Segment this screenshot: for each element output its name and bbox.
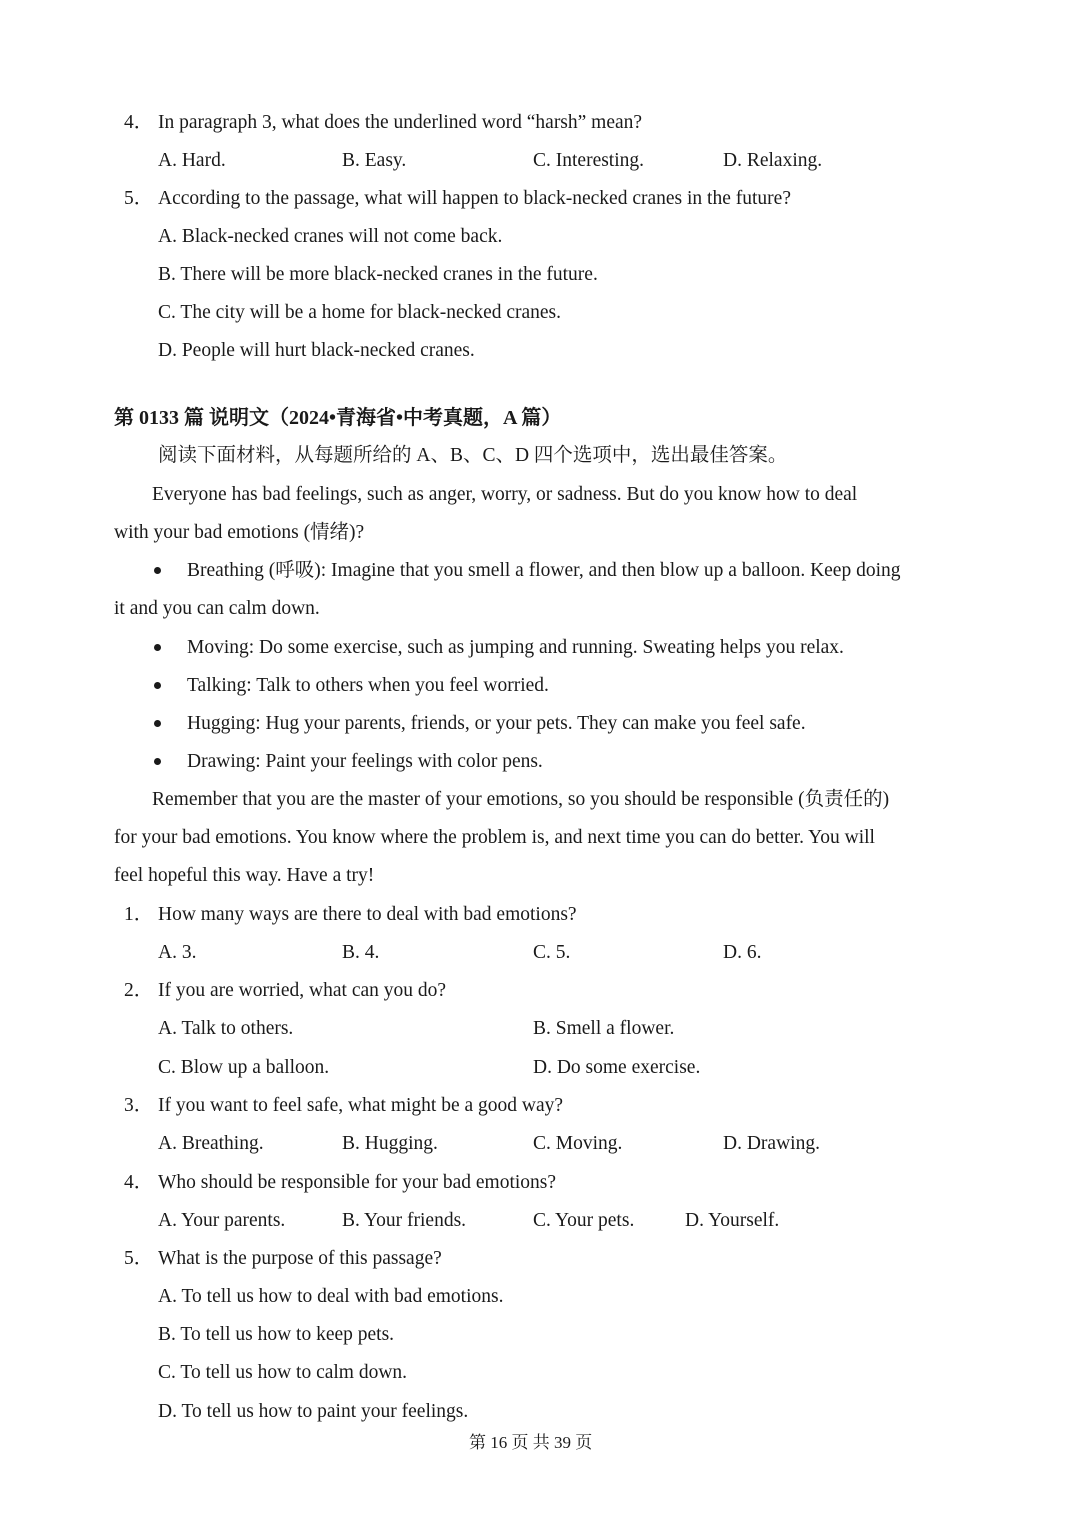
option-a: A. Black-necked cranes will not come back. — [158, 226, 503, 247]
option-c: C. The city will be a home for black-necked cranes. — [158, 302, 562, 323]
option-a: A. 3. — [158, 942, 197, 963]
option-c: C. Moving. — [533, 1133, 623, 1154]
option-b: B. Your friends. — [342, 1210, 467, 1231]
question-text: According to the passage, what will happen to black-necked cranes in the future? — [158, 188, 791, 209]
bullet-icon — [154, 720, 161, 727]
bullet-hugging: Hugging: Hug your parents, friends, or your pets. They can make you feel safe. — [187, 713, 806, 734]
option-b: B. Hugging. — [342, 1133, 438, 1154]
option-c: C. 5. — [533, 942, 571, 963]
option-d: D. 6. — [723, 942, 762, 963]
option-b: B. Smell a flower. — [533, 1018, 675, 1039]
bullet-icon — [154, 567, 161, 574]
bullet-icon — [154, 644, 161, 651]
question-text: Who should be responsible for your bad emotions? — [158, 1172, 557, 1193]
question-number: 4． — [124, 1172, 154, 1193]
bullet-breathing-line1: Breathing (呼吸): Imagine that you smell a flower, and then blow up a balloon. Keep doing — [187, 560, 901, 581]
passage-closing-line1: Remember that you are the master of your emotions, so you should be responsible (负责任的) — [152, 789, 890, 810]
passage-closing-line3: feel hopeful this way. Have a try! — [114, 865, 375, 886]
question-number: 4． — [124, 112, 154, 133]
question-text: What is the purpose of this passage? — [158, 1248, 442, 1269]
bullet-breathing-line2: it and you can calm down. — [114, 598, 320, 619]
question-text: If you want to feel safe, what might be a good way? — [158, 1095, 564, 1116]
passage-intro-line1: Everyone has bad feelings, such as anger, worry, or sadness. But do you know how to deal — [152, 484, 858, 505]
option-a: A. To tell us how to deal with bad emotions. — [158, 1286, 504, 1307]
question-number: 2． — [124, 980, 154, 1001]
bullet-icon — [154, 682, 161, 689]
option-b: B. To tell us how to keep pets. — [158, 1324, 395, 1345]
option-b: B. Easy. — [342, 150, 407, 171]
option-a: A. Hard. — [158, 150, 226, 171]
option-c: C. Interesting. — [533, 150, 645, 171]
option-c: C. To tell us how to calm down. — [158, 1362, 408, 1383]
option-d: D. People will hurt black-necked cranes. — [158, 340, 475, 361]
page-footer: 第 16 页 共 39 页 — [469, 1433, 593, 1452]
passage-intro-line2: with your bad emotions (情绪)? — [114, 522, 365, 543]
bullet-icon — [154, 758, 161, 765]
option-d: D. Relaxing. — [723, 150, 823, 171]
bullet-talking: Talking: Talk to others when you feel worried. — [187, 675, 549, 696]
section-title: 第 0133 篇 说明文（2024•青海省•中考真题，A 篇） — [114, 407, 562, 429]
question-number: 5． — [124, 188, 154, 209]
option-c: C. Your pets. — [533, 1210, 635, 1231]
passage-closing-line2: for your bad emotions. You know where the problem is, and next time you can do better. You will — [114, 827, 875, 848]
option-b: B. 4. — [342, 942, 380, 963]
bullet-moving: Moving: Do some exercise, such as jumping and running. Sweating helps you relax. — [187, 637, 844, 658]
option-d: D. Do some exercise. — [533, 1057, 701, 1078]
option-a: A. Breathing. — [158, 1133, 264, 1154]
question-text: In paragraph 3, what does the underlined word “harsh” mean? — [158, 112, 643, 133]
option-c: C. Blow up a balloon. — [158, 1057, 330, 1078]
bullet-drawing: Drawing: Paint your feelings with color pens. — [187, 751, 543, 772]
question-text: How many ways are there to deal with bad emotions? — [158, 904, 577, 925]
option-d: D. Yourself. — [685, 1210, 780, 1231]
question-number: 1． — [124, 904, 154, 925]
question-number: 5． — [124, 1248, 154, 1269]
question-text: If you are worried, what can you do? — [158, 980, 447, 1001]
question-number: 3． — [124, 1095, 154, 1116]
option-d: D. To tell us how to paint your feelings. — [158, 1401, 469, 1422]
option-a: A. Talk to others. — [158, 1018, 294, 1039]
option-b: B. There will be more black-necked cranes in the future. — [158, 264, 598, 285]
option-a: A. Your parents. — [158, 1210, 286, 1231]
section-instruction: 阅读下面材料，从每题所给的 A、B、C、D 四个选项中，选出最佳答案。 — [158, 445, 788, 466]
option-d: D. Drawing. — [723, 1133, 820, 1154]
